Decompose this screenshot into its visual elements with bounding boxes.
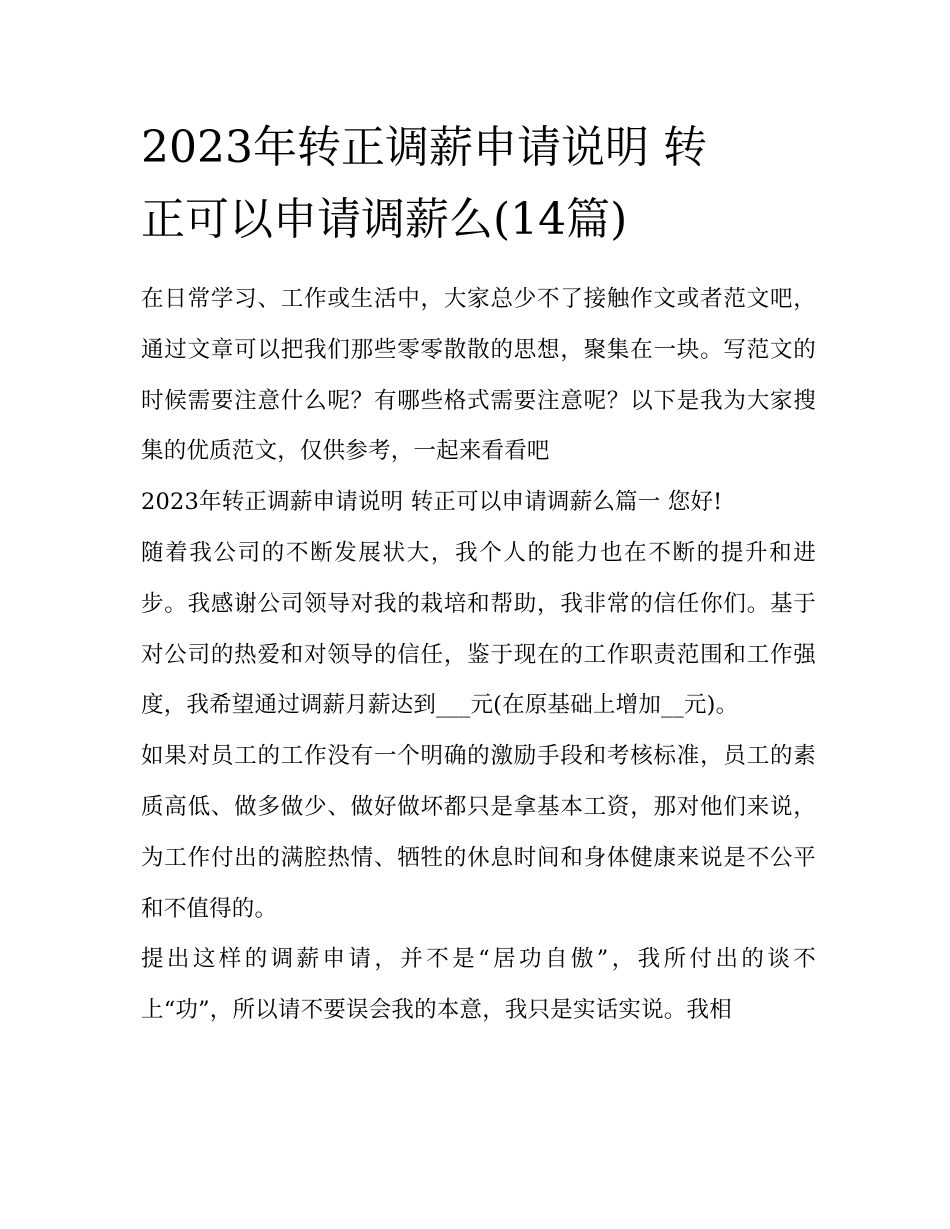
document-content [141,112,816,1036]
body-paragraph-1: 随着我公司的不断发展状大，我个人的能力也在不断的提升和进步。我感谢公司领导对我的栽培和帮助，我非常的信任你们。基于对公司的热爱和对领导的信任，鉴于现在的工作职责范围和工作强度，我希望通过调薪月薪达到___元(在原基础上增加__元)。 [141,539,816,719]
body-paragraph-2: 如果对员工的工作没有一个明确的激励手段和考核标准，员工的素质高低、做多做少、做好做坏都只是拿基本工资，那对他们来说，为工作付出的满腔热情、牺牲的休息时间和身体健康来说是不公平和不值得的。 [141,743,816,922]
title-line-1: 2023年转正调薪申请说明 转 [141,122,707,173]
section-heading: 2023年转正调薪申请说明 转正可以申请调薪么篇一 您好! [141,489,723,516]
document-body [141,274,816,1036]
document-title [141,112,816,256]
intro-paragraph: 在日常学习、工作或生活中，大家总少不了接触作文或者范文吧，通过文章可以把我们那些零零散散的思想，聚集在一块。写范文的时候需要注意什么呢？有哪些格式需要注意呢？以下是我为大家搜集的优质范文，仅供参考，一起来看看吧 [141,286,816,465]
title-line-2: 正可以申请调薪么(14篇) [141,194,628,245]
body-paragraph-3: 提出这样的调薪申请，并不是“居功自傲”，我所付出的谈不上“功”，所以请不要误会我的本意，我只是实话实说。我相 [141,946,816,1024]
